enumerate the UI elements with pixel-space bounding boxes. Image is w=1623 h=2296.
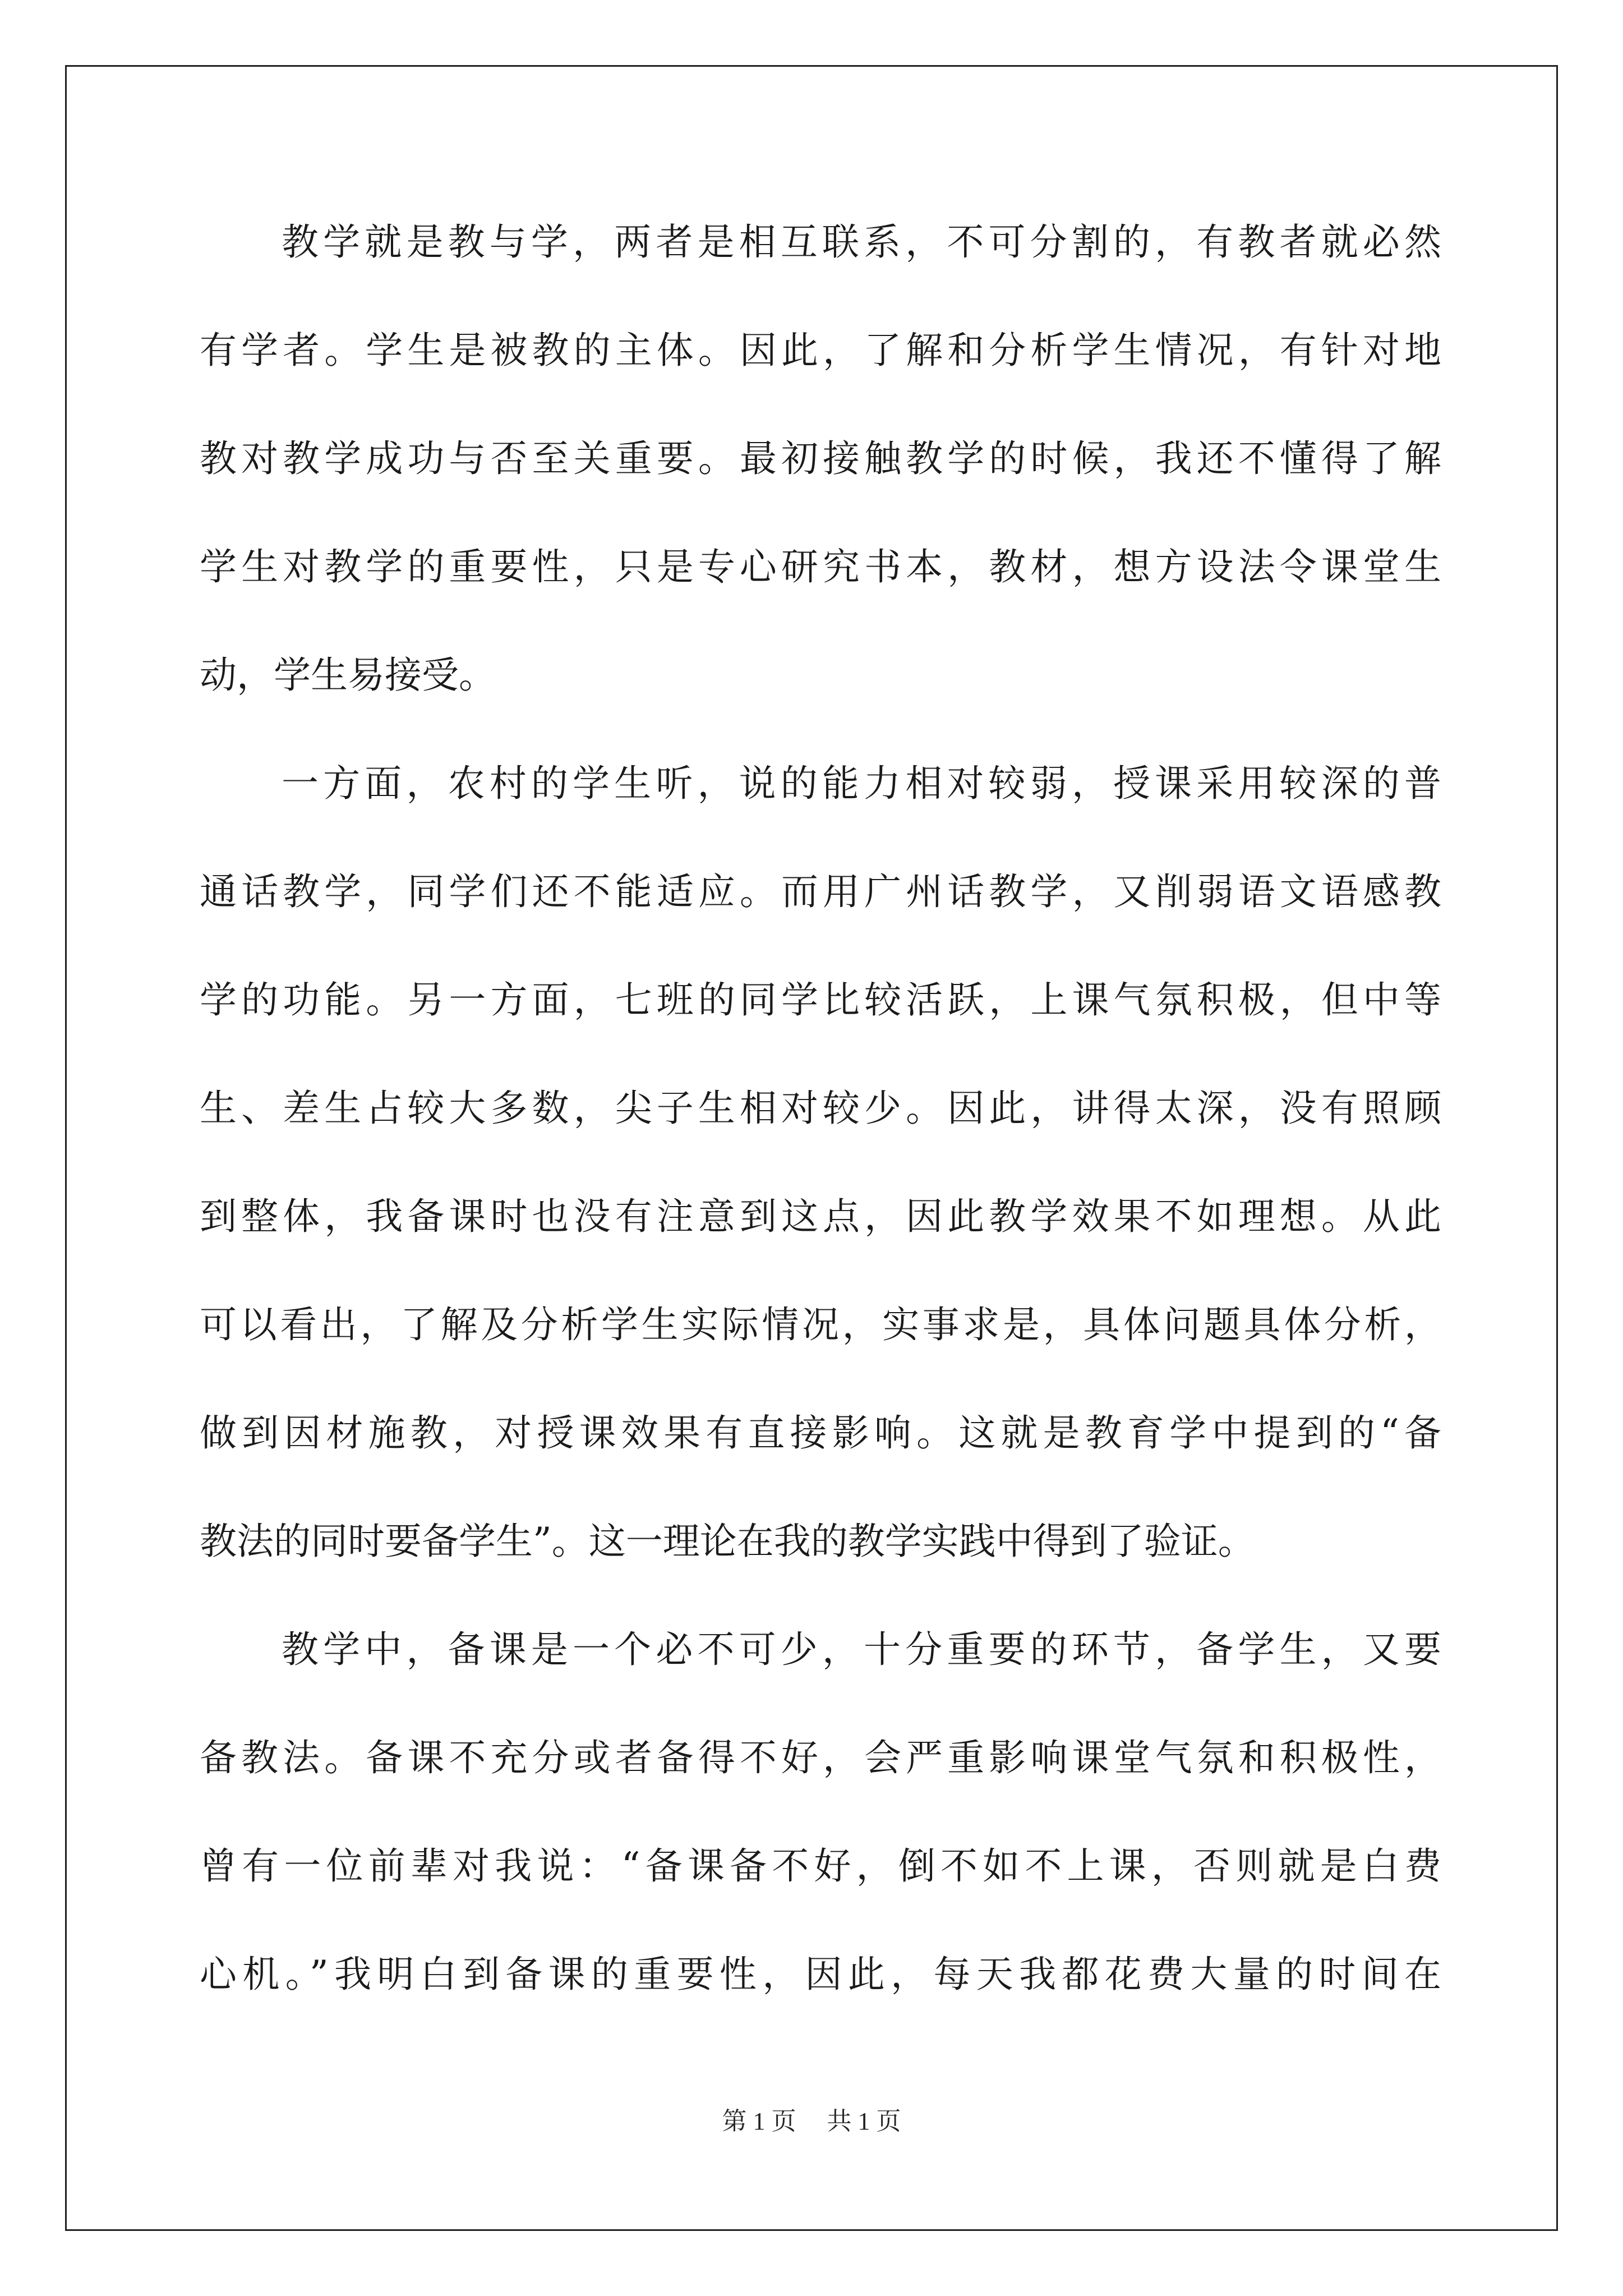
page-total: 共 1 页 xyxy=(827,2108,901,2135)
paragraph-line: 动，学生易接受。 xyxy=(200,654,496,697)
page-footer xyxy=(0,2101,1623,2137)
paragraph-3 xyxy=(200,1619,1441,2053)
paragraph-line: 做到因材施教，对授课效果有直接影响。这就是教育学中提到的“备 xyxy=(200,1411,1441,1455)
paragraph-line: 一方面，农村的学生听，说的能力相对较弱，授课采用较深的普 xyxy=(282,762,1441,805)
paragraph-1 xyxy=(200,212,1441,753)
paragraph-line: 教学就是教与学，两者是相互联系，不可分割的，有教者就必然 xyxy=(282,220,1441,264)
page-number: 第 1 页 xyxy=(722,2108,796,2135)
paragraph-line: 可以看出，了解及分析学生实际情况，实事求是，具体问题具体分析， xyxy=(200,1303,1441,1346)
paragraph-line: 生、差生占较大多数，尖子生相对较少。因此，讲得太深，没有照顾 xyxy=(200,1087,1441,1130)
paragraph-line: 有学者。学生是被教的主体。因此，了解和分析学生情况，有针对地 xyxy=(200,329,1441,372)
paragraph-line: 教学中，备课是一个必不可少，十分重要的环节，备学生，又要 xyxy=(282,1628,1441,1671)
paragraph-line: 学生对教学的重要性，只是专心研究书本，教材，想方设法令课堂生 xyxy=(200,545,1441,588)
paragraph-2 xyxy=(200,753,1441,1619)
paragraph-line: 学的功能。另一方面，七班的同学比较活跃，上课气氛积极，但中等 xyxy=(200,978,1441,1022)
paragraph-line: 教法的同时要备学生”。这一理论在我的教学实践中得到了验证。 xyxy=(200,1520,1255,1563)
paragraph-line: 心机。”我明白到备课的重要性，因此，每天我都花费大量的时间在 xyxy=(200,1953,1441,1996)
paragraph-line: 到整体，我备课时也没有注意到这点，因此教学效果不如理想。从此 xyxy=(200,1195,1441,1238)
paragraph-line: 通话教学，同学们还不能适应。而用广州话教学，又削弱语文语感教 xyxy=(200,870,1441,913)
paragraph-line: 曾有一位前辈对我说：“备课备不好，倒不如不上课，否则就是白费 xyxy=(200,1844,1441,1888)
paragraph-line: 教对教学成功与否至关重要。最初接触教学的时候，我还不懂得了解 xyxy=(200,437,1441,480)
document-body xyxy=(200,212,1441,2053)
paragraph-line: 备教法。备课不充分或者备得不好，会严重影响课堂气氛和积极性， xyxy=(200,1736,1441,1779)
